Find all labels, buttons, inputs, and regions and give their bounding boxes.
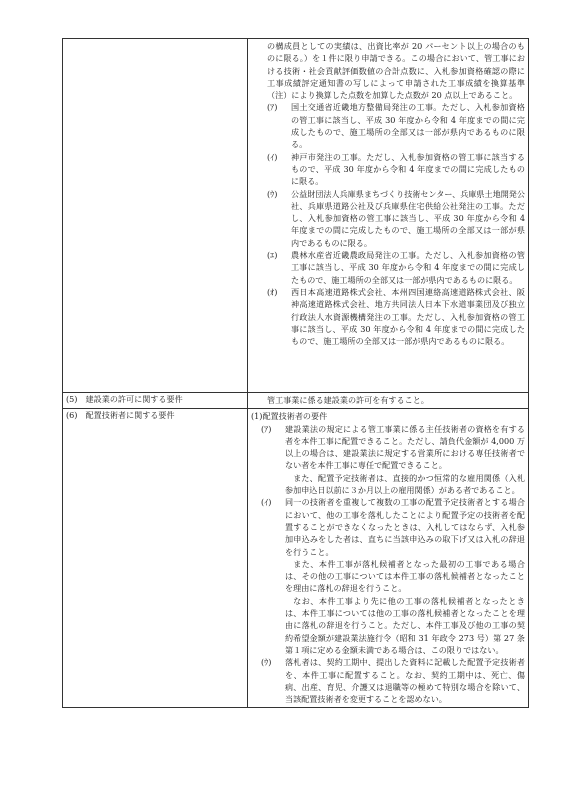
item-paragraph: 同一の技術者を重複して複数の工事の配置予定技術者とする場合において、他の工事を落札したことにより配置予定の技術者を配置することができなくなったときは、入札してはならず、入札参加申込みをした者は、直ちに当該申込みの取下げ又は入札の辞退を行うこと。 <box>285 497 525 557</box>
item-paragraph: また、本件工事が落札候補者となった最初の工事である場合は、その他の工事については本件工事の落札候補者となったことを理由に落札の辞退を行うこと。 <box>285 558 525 594</box>
list-item <box>251 286 525 347</box>
item-marker: (ｲ) <box>261 497 272 508</box>
item-text: 神戸市発注の工事。ただし、入札参加資格の管工事に該当するもので、平成 30 年度から令和 4 年度までの間に完成したものに限る。 <box>291 151 525 187</box>
list-item <box>251 656 525 705</box>
item-marker: (ｳ) <box>267 188 278 199</box>
item-marker: (ｱ) <box>261 423 272 434</box>
row1-content-cell <box>248 39 529 393</box>
item-marker: (ｴ) <box>267 250 278 261</box>
row2-content-cell <box>248 393 529 409</box>
item-text: 公益財団法人兵庫県まちづくり技術センター、兵庫県土地開発公社、兵庫県道路公社及び兵庫県住宅供給公社発注の工事。ただし、入札参加資格の管工事に該当し、平成 30 年度から令和 4 年度までの間に完成したもので、施工場所の全部又は一部が県内であるものに限る。 <box>291 188 525 248</box>
item-marker: (ｲ) <box>267 151 278 162</box>
requirements-table <box>62 38 529 708</box>
permit-requirement-text: 管工事業に係る建設業の許可を有すること。 <box>267 395 429 405</box>
item-text: 農林水産省近畿農政局発注の工事。ただし、入札参加資格の管工事に該当し、平成 30 年度から令和 4 年度までの間に完成したもので、施工場所の全部又は一部が県内であるものに限る。 <box>291 250 525 285</box>
row1-label-cell <box>63 39 248 393</box>
item-paragraph: なお、本件工事より先に他の工事の落札候補者となったときは、本件工事については他の工事の落札候補者となったことを理由に落札の辞退を行うこと。ただし、本件工事及び他の工事の契約希望金額が建設業法施行令（昭和 31 年政令 273 号）第 27 条第１項に定める金額未満である場合は、この限りではない。 <box>285 595 525 655</box>
row2-label-cell: (5) 建設業の許可に関する要件 <box>63 393 248 409</box>
item-paragraph: また、配置予定技術者は、直接的かつ恒常的な雇用関係（入札参加申込日以前に３か月以上の雇用関係）がある者であること。 <box>285 472 525 496</box>
list-item <box>251 496 525 656</box>
item-paragraph: 建設業法の規定による管工事業に係る主任技術者の資格を有する者を本件工事に配置できること。ただし、請負代金額が 4,000 万以上の場合は、建設業法に規定する営業所における専任技術者でない者を本件工事に専任で配置できること。 <box>285 423 525 471</box>
item-marker: (ｱ) <box>267 102 278 113</box>
list-item <box>251 249 525 286</box>
list-item <box>251 188 525 249</box>
row3-content-cell <box>248 409 529 708</box>
table-row <box>63 39 529 393</box>
item-text <box>285 496 525 656</box>
intro-paragraph: の構成員としての実績は、出資比率が 20 パーセント以上の場合のものに限る。）を１件に限り申請できる。この場合において、管工事における技術・社会貢献評価数値の合計点数に、入札参加資格確認の際に工事成績評定通知書の写しによって申請された工事成績を換算基準（注）により換算した点数を加算した点数が 20 点以上であること。 <box>267 41 525 101</box>
item-marker: (ｳ) <box>261 657 272 668</box>
section-heading: (1)配置技術者の要件 <box>251 411 328 422</box>
item-text: 国土交通省近畿地方整備局発注の工事。ただし、入札参加資格の管工事に該当し、平成 30 年度から令和 4 年度までの間に完成したもので、施工場所の全部又は一部が県内であるものに限る。 <box>291 102 525 150</box>
item-text: 落札者は、契約工期中、提出した資料に記載した配置予定技術者を、本件工事に配置すること。なお、契約工期中は、死亡、傷病、出産、育児、介護又は退職等の極めて特別な場合を除いて、当該配置技術者を変更することを認めない。 <box>285 657 525 705</box>
row3-label-cell: (6) 配置技術者に関する要件 <box>63 409 248 708</box>
document-page <box>62 38 529 708</box>
list-item <box>251 151 525 188</box>
table-row <box>63 409 529 708</box>
item-text <box>285 423 525 497</box>
list-item <box>251 101 525 150</box>
item-marker: (ｵ) <box>267 286 278 297</box>
item-text: 西日本高速道路株式会社、本州四国連絡高速道路株式会社、阪神高速道路株式会社、地方共同法人日本下水道事業団及び独立行政法人水資源機構発注の工事。ただし、入札参加資格の管工事に該当し、平成 30 年度から令和 4 年度までの間に完成したもので、施工場所の全部又は一部が県内であるものに限る。 <box>291 286 525 347</box>
list-item <box>251 423 525 497</box>
table-row <box>63 393 529 409</box>
